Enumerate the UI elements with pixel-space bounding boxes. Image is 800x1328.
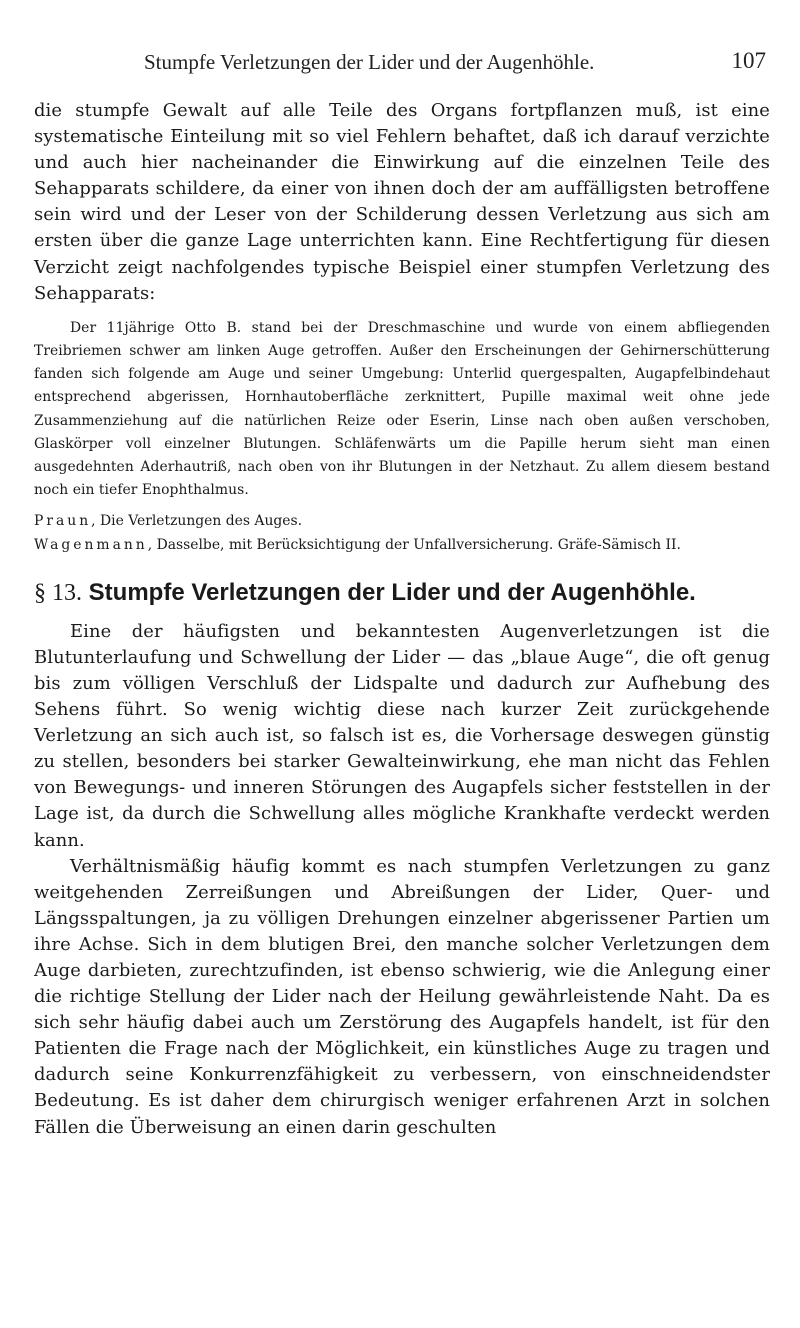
running-header xyxy=(34,0,770,74)
reference-text: , Die Verletzungen des Auges. xyxy=(91,513,303,530)
reference-text: , Dasselbe, mit Berücksichtigung der Unfallversicherung. Gräfe-Sämisch II. xyxy=(147,536,681,553)
reference-wagenmann xyxy=(34,534,770,557)
reference-praun xyxy=(34,510,770,533)
references xyxy=(34,510,770,556)
reference-author: Wagenmann xyxy=(34,536,148,553)
section-title: Stumpfe Verletzungen der Lider und der Augenhöhle. xyxy=(88,578,696,606)
page-number: 107 xyxy=(731,48,766,73)
paragraph-lid-tears: Verhältnismäßig häufig kommt es nach stumpfen Verletzungen zu ganz weitgehenden Zerreißungen und Abreißungen der Lider, Quer- und Längsspaltungen, ja zu völligen Drehungen einzelner abgerissener Partien um ihre Achse. Sich in dem blutigen Brei, den manche solcher Verletzungen dem Auge darbieten, zurechtzufinden, ist ebenso schwierig, wie die Anlegung einer die richtige Stellung der Lider nach der Heilung gewährleistende Naht. Da es sich sehr häufig dabei auch um Zerstörung des Augapfels handelt, ist für den Patienten die Frage nach der Möglichkeit, ein künstliches Auge zu tragen und dadurch seine Konkurrenzfähigkeit zu verbessern, von einschneidendster Bedeutung. Es ist daher dem chirurgisch weniger erfahrenen Arzt in solchen Fällen die Überweisung an einen darin geschulten xyxy=(34,855,770,1138)
paragraph-blue-eye: Eine der häufigsten und bekanntesten Augenverletzungen ist die Blutunterlaufung und Schwellung der Lider — das „blaue Auge“, die oft genug bis zum völligen Verschluß der Lidspalte und dadurch zur Aufhebung des Sehens führt. So wenig wichtig diese nach kurzer Zeit zurückgehende Verletzung an sich auch ist, so falsch ist es, die Vorhersage deswegen günstig zu stellen, besonders bei starker Gewalteinwirkung, ehe man nicht das Fehlen von Bewegungs- und inneren Störungen des Augapfels sicher feststellen in der Lage ist, da durch die Schwellung alles mögliche Krankhafte verdeckt werden kann. xyxy=(34,620,770,851)
section-heading xyxy=(34,579,770,607)
paragraph-intro: die stumpfe Gewalt auf alle Teile des Organs fortpflanzen muß, ist eine systematische Einteilung mit so viel Fehlern behaftet, daß ich darauf verzichte und auch hier nacheinander die Einwirkung auf die einzelnen Teile des Sehapparats schildere, da einer von ihnen doch der am auffälligsten betroffene sein wird und der Leser von der Schilderung dessen Verletzung aus sich am ersten über die ganze Lage unterrichten kann. Eine Rechtfertigung für diesen Verzicht zeigt nachfolgendes typische Beispiel einer stumpfen Verletzung des Sehapparats: xyxy=(34,100,770,304)
case-report: Der 11jährige Otto B. stand bei der Dreschmaschine und wurde von einem abfliegenden Treibriemen schwer am linken Auge getroffen. Außer den Erscheinungen der Gehirnerschütterung fanden sich folgende am Auge und seiner Umgebung: Unterlid quergespalten, Augapfelbindehaut entsprechend abgerissen, Hornhautoberfläche zerknittert, Pupille maximal weit ohne jede Zusammenziehung auf die natürlichen Reize oder Eserin, Linse nach oben außen verschoben, Glaskörper voll einzelner Blutungen. Schläfenwärts um die Papille herum sieht man einen ausgedehnten Aderhautriß, nach oben von ihr Blutungen in der Netzhaut. Zu allem diesem bestand noch ein tiefer Enophthalmus. xyxy=(34,319,770,499)
running-title: Stumpfe Verletzungen der Lider und der Augenhöhle. xyxy=(144,50,595,74)
section-number: § 13. xyxy=(34,579,82,606)
book-page xyxy=(34,0,770,1141)
reference-author: Praun xyxy=(34,513,92,530)
